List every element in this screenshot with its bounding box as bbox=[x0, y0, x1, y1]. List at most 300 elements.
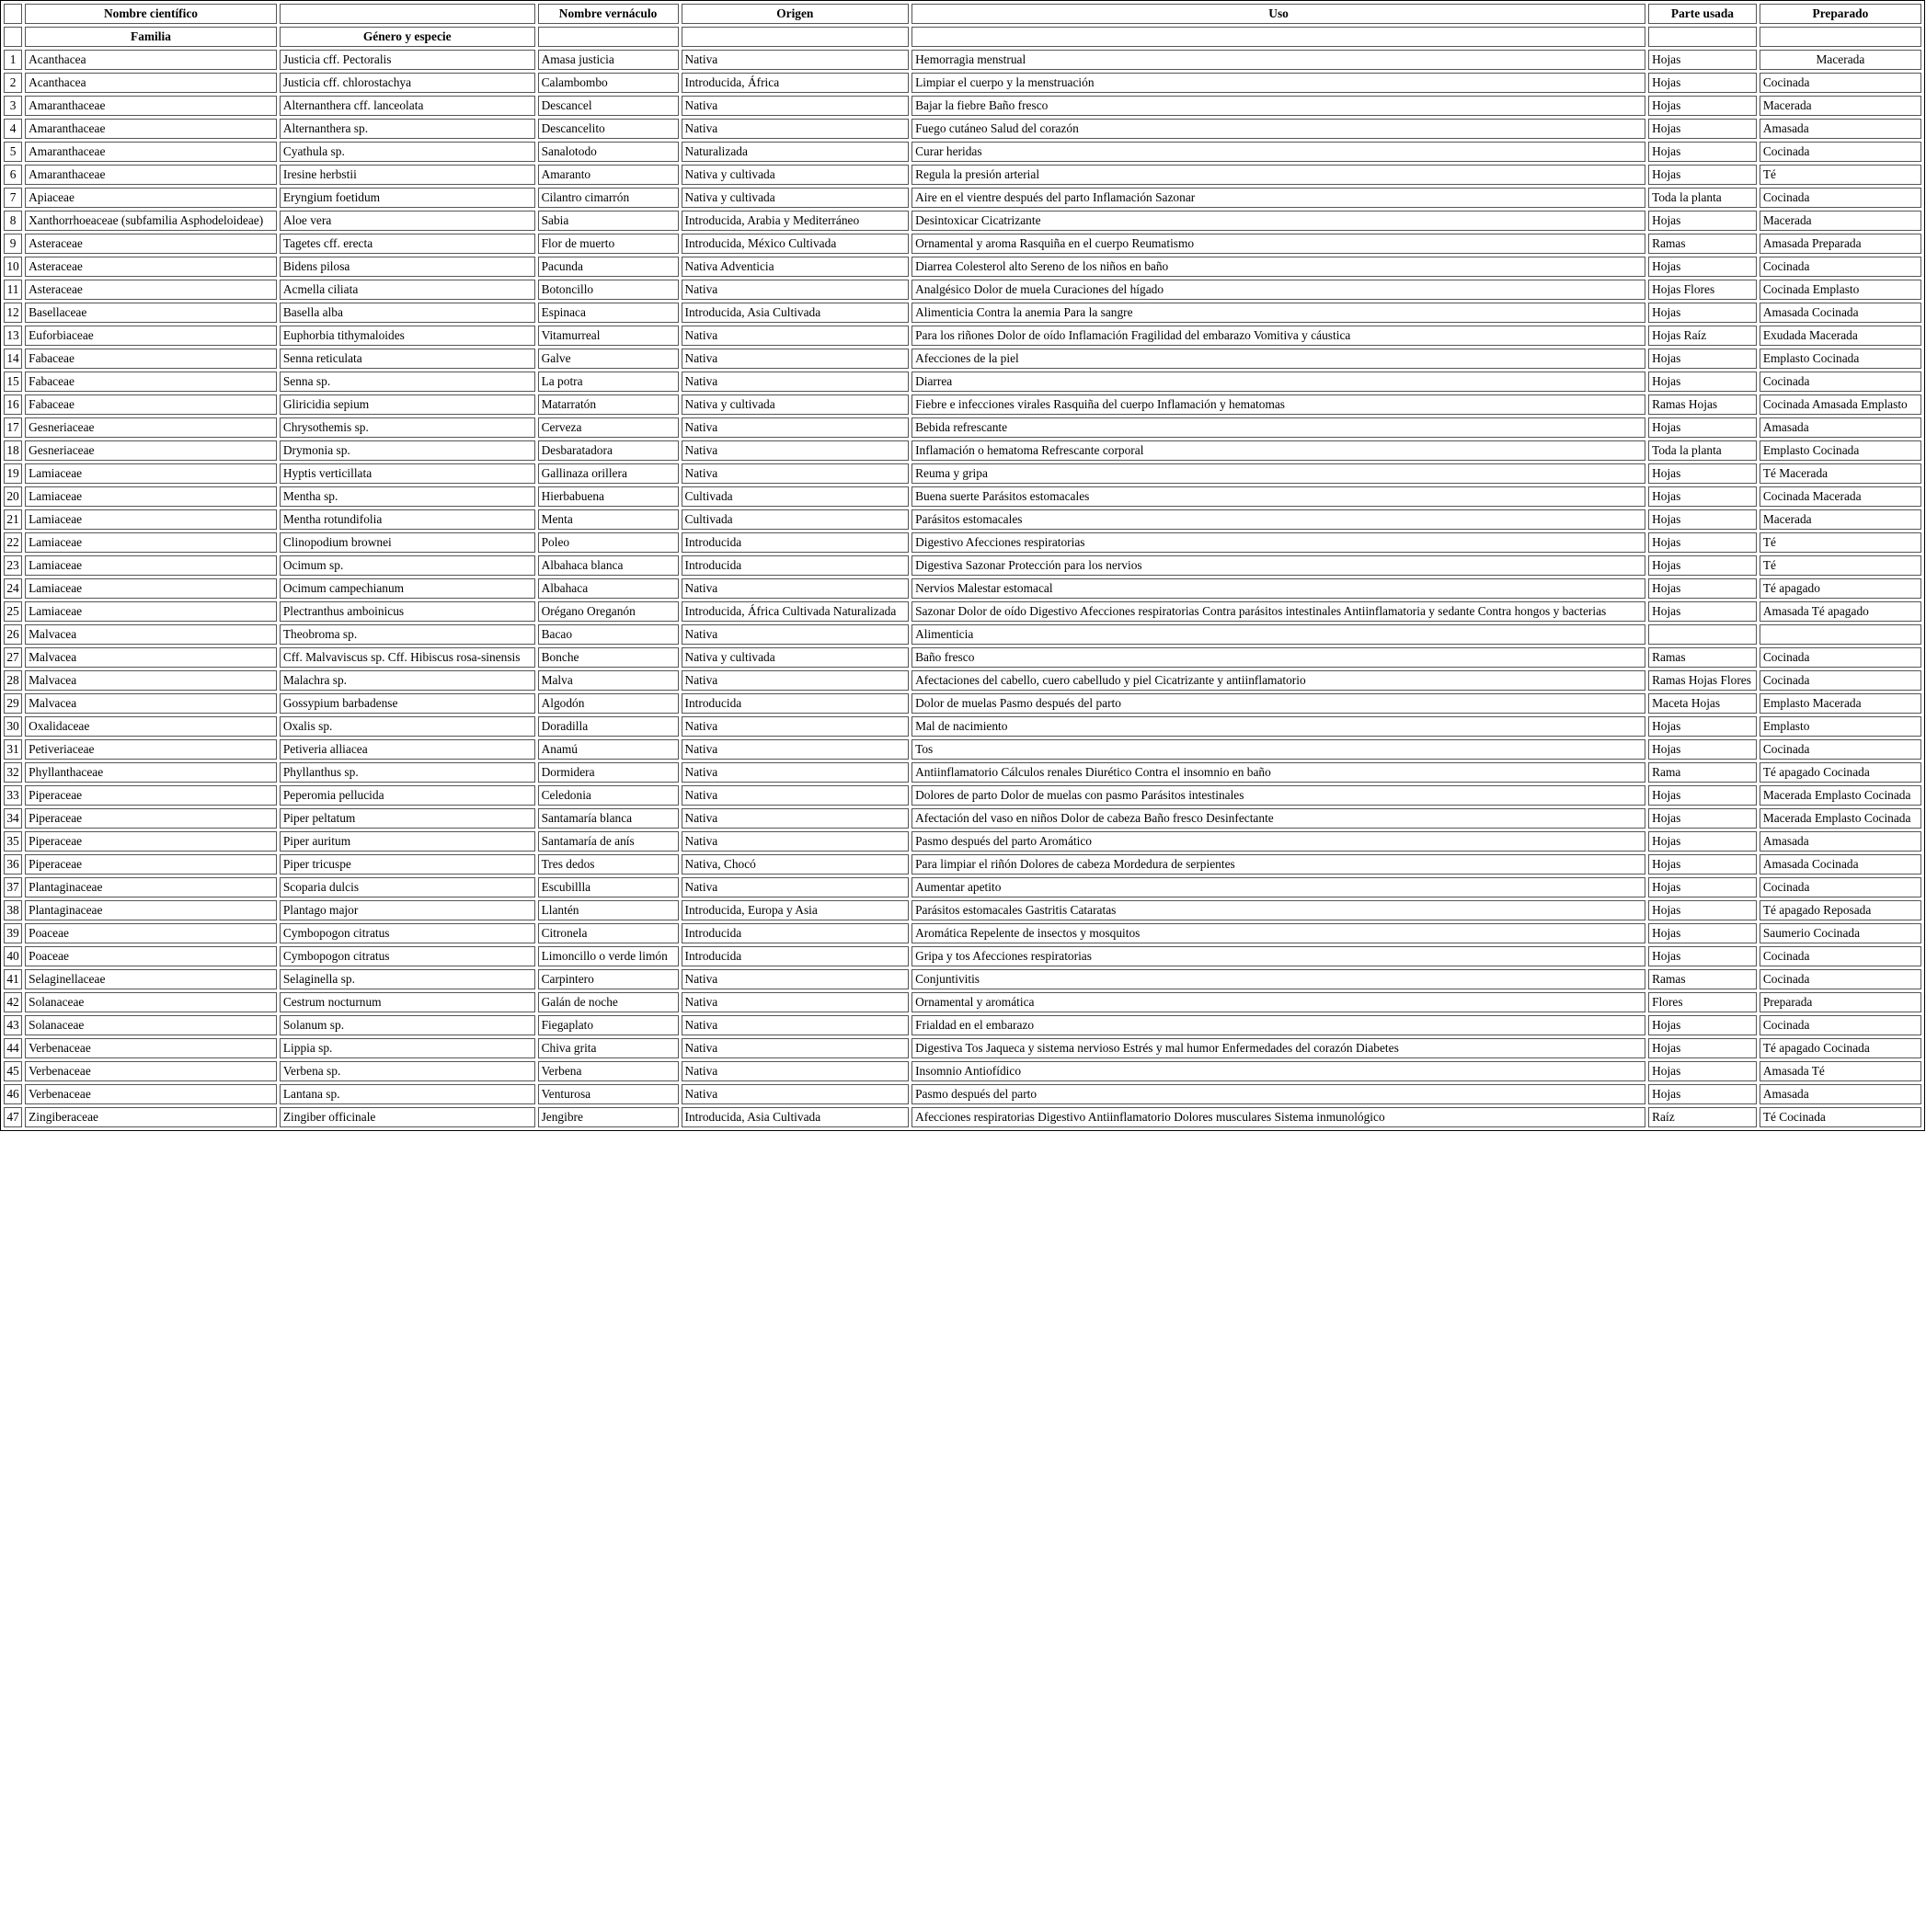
preparation-cell: Té bbox=[1760, 165, 1921, 185]
origin-cell: Nativa bbox=[682, 50, 910, 70]
table-row bbox=[4, 73, 1921, 93]
row-number: 21 bbox=[4, 509, 22, 530]
preparation-cell: Cocinada bbox=[1760, 739, 1921, 760]
use-cell: Conjuntivitis bbox=[911, 969, 1645, 989]
part-used-cell: Hojas bbox=[1648, 785, 1757, 806]
use-cell: Buena suerte Parásitos estomacales bbox=[911, 486, 1645, 507]
genus-species-cell: Cestrum nocturnum bbox=[280, 992, 535, 1012]
header-cell: Nombre vernáculo bbox=[538, 4, 679, 24]
part-used-cell: Hojas bbox=[1648, 923, 1757, 943]
genus-species-cell: Senna sp. bbox=[280, 372, 535, 392]
part-used-cell: Toda la planta bbox=[1648, 440, 1757, 461]
row-number: 19 bbox=[4, 463, 22, 484]
row-number: 9 bbox=[4, 234, 22, 254]
use-cell: Alimenticia Contra la anemia Para la sangre bbox=[911, 303, 1645, 323]
part-used-cell: Hojas bbox=[1648, 601, 1757, 622]
use-cell: Inflamación o hematoma Refrescante corporal bbox=[911, 440, 1645, 461]
table-row bbox=[4, 785, 1921, 806]
header-row-1 bbox=[4, 4, 1921, 24]
use-cell: Pasmo después del parto Aromático bbox=[911, 831, 1645, 852]
use-cell: Afecciones respiratorias Digestivo Antiinflamatorio Dolores musculares Sistema inmunológico bbox=[911, 1107, 1645, 1127]
preparation-cell: Cocinada bbox=[1760, 188, 1921, 208]
genus-species-cell: Cff. Malvaviscus sp. Cff. Hibiscus rosa-sinensis bbox=[280, 647, 535, 668]
header-cell bbox=[911, 27, 1645, 47]
vernacular-name-cell: Flor de muerto bbox=[538, 234, 679, 254]
row-number: 47 bbox=[4, 1107, 22, 1127]
row-number: 42 bbox=[4, 992, 22, 1012]
family-cell: Asteraceae bbox=[25, 280, 277, 300]
preparation-cell: Té apagado bbox=[1760, 578, 1921, 599]
use-cell: Frialdad en el embarazo bbox=[911, 1015, 1645, 1035]
table-row bbox=[4, 946, 1921, 966]
genus-species-cell: Clinopodium brownei bbox=[280, 532, 535, 553]
part-used-cell: Raíz bbox=[1648, 1107, 1757, 1127]
family-cell: Selaginellaceae bbox=[25, 969, 277, 989]
row-number: 8 bbox=[4, 211, 22, 231]
preparation-cell: Macerada bbox=[1760, 96, 1921, 116]
vernacular-name-cell: Descancelito bbox=[538, 119, 679, 139]
header-cell: Preparado bbox=[1760, 4, 1921, 24]
preparation-cell: Emplasto Cocinada bbox=[1760, 349, 1921, 369]
row-number: 3 bbox=[4, 96, 22, 116]
part-used-cell: Toda la planta bbox=[1648, 188, 1757, 208]
row-number: 40 bbox=[4, 946, 22, 966]
table-row bbox=[4, 349, 1921, 369]
use-cell: Para limpiar el riñón Dolores de cabeza Mordedura de serpientes bbox=[911, 854, 1645, 875]
use-cell: Desintoxicar Cicatrizante bbox=[911, 211, 1645, 231]
preparation-cell: Cocinada Macerada bbox=[1760, 486, 1921, 507]
use-cell: Curar heridas bbox=[911, 142, 1645, 162]
vernacular-name-cell: Bacao bbox=[538, 624, 679, 645]
row-number: 27 bbox=[4, 647, 22, 668]
family-cell: Amaranthaceae bbox=[25, 96, 277, 116]
vernacular-name-cell: Menta bbox=[538, 509, 679, 530]
use-cell: Dolor de muelas Pasmo después del parto bbox=[911, 693, 1645, 714]
genus-species-cell: Alternanthera sp. bbox=[280, 119, 535, 139]
origin-cell: Introducida, Europa y Asia bbox=[682, 900, 910, 920]
genus-species-cell: Plectranthus amboinicus bbox=[280, 601, 535, 622]
table-row bbox=[4, 1107, 1921, 1127]
genus-species-cell: Lippia sp. bbox=[280, 1038, 535, 1058]
family-cell: Verbenaceae bbox=[25, 1084, 277, 1104]
part-used-cell: Hojas bbox=[1648, 877, 1757, 897]
preparation-cell: Cocinada bbox=[1760, 670, 1921, 691]
table-row bbox=[4, 923, 1921, 943]
preparation-cell: Macerada Emplasto Cocinada bbox=[1760, 808, 1921, 829]
table-header bbox=[4, 4, 1921, 47]
preparation-cell: Amasada Cocinada bbox=[1760, 303, 1921, 323]
row-number: 38 bbox=[4, 900, 22, 920]
use-cell: Digestiva Tos Jaqueca y sistema nervioso Estrés y mal humor Enfermedades del corazón Diabetes bbox=[911, 1038, 1645, 1058]
use-cell: Aire en el vientre después del parto Inflamación Sazonar bbox=[911, 188, 1645, 208]
preparation-cell: Emplasto bbox=[1760, 716, 1921, 737]
use-cell: Ornamental y aromática bbox=[911, 992, 1645, 1012]
vernacular-name-cell: Cerveza bbox=[538, 417, 679, 438]
preparation-cell: Cocinada bbox=[1760, 946, 1921, 966]
genus-species-cell: Iresine herbstii bbox=[280, 165, 535, 185]
genus-species-cell: Cyathula sp. bbox=[280, 142, 535, 162]
use-cell: Ornamental y aroma Rasquiña en el cuerpo Reumatismo bbox=[911, 234, 1645, 254]
vernacular-name-cell: Galán de noche bbox=[538, 992, 679, 1012]
genus-species-cell: Ocimum sp. bbox=[280, 555, 535, 576]
table-row bbox=[4, 808, 1921, 829]
row-number: 28 bbox=[4, 670, 22, 691]
vernacular-name-cell: Pacunda bbox=[538, 257, 679, 277]
vernacular-name-cell: Calambombo bbox=[538, 73, 679, 93]
origin-cell: Cultivada bbox=[682, 509, 910, 530]
origin-cell: Nativa bbox=[682, 119, 910, 139]
table-row bbox=[4, 969, 1921, 989]
use-cell: Afectaciones del cabello, cuero cabelludo y piel Cicatrizante y antiinflamatorio bbox=[911, 670, 1645, 691]
part-used-cell: Ramas bbox=[1648, 647, 1757, 668]
row-number: 18 bbox=[4, 440, 22, 461]
table-row bbox=[4, 326, 1921, 346]
row-number: 46 bbox=[4, 1084, 22, 1104]
preparation-cell: Exudada Macerada bbox=[1760, 326, 1921, 346]
origin-cell: Nativa bbox=[682, 808, 910, 829]
part-used-cell: Hojas bbox=[1648, 555, 1757, 576]
header-cell: Parte usada bbox=[1648, 4, 1757, 24]
header-cell bbox=[280, 4, 535, 24]
genus-species-cell: Phyllanthus sp. bbox=[280, 762, 535, 783]
part-used-cell: Maceta Hojas bbox=[1648, 693, 1757, 714]
table-row bbox=[4, 280, 1921, 300]
table-row bbox=[4, 119, 1921, 139]
origin-cell: Nativa bbox=[682, 280, 910, 300]
vernacular-name-cell: Sanalotodo bbox=[538, 142, 679, 162]
genus-species-cell: Oxalis sp. bbox=[280, 716, 535, 737]
row-number: 5 bbox=[4, 142, 22, 162]
table-row bbox=[4, 900, 1921, 920]
table-body bbox=[4, 50, 1921, 1127]
vernacular-name-cell: Matarratón bbox=[538, 394, 679, 415]
table-row bbox=[4, 165, 1921, 185]
part-used-cell: Hojas bbox=[1648, 1084, 1757, 1104]
table-row bbox=[4, 762, 1921, 783]
origin-cell: Nativa bbox=[682, 716, 910, 737]
origin-cell: Nativa y cultivada bbox=[682, 165, 910, 185]
family-cell: Euforbiaceae bbox=[25, 326, 277, 346]
family-cell: Lamiaceae bbox=[25, 532, 277, 553]
origin-cell: Introducida bbox=[682, 532, 910, 553]
family-cell: Petiveriaceae bbox=[25, 739, 277, 760]
preparation-cell: Té bbox=[1760, 532, 1921, 553]
table-row bbox=[4, 624, 1921, 645]
preparation-cell: Macerada bbox=[1760, 50, 1921, 70]
use-cell: Sazonar Dolor de oído Digestivo Afecciones respiratorias Contra parásitos intestinales Antiinflamatoria y sedante Contra hongos y bacterias bbox=[911, 601, 1645, 622]
row-number: 43 bbox=[4, 1015, 22, 1035]
part-used-cell: Hojas bbox=[1648, 831, 1757, 852]
part-used-cell: Hojas bbox=[1648, 119, 1757, 139]
row-number: 10 bbox=[4, 257, 22, 277]
vernacular-name-cell: Doradilla bbox=[538, 716, 679, 737]
part-used-cell: Rama bbox=[1648, 762, 1757, 783]
family-cell: Lamiaceae bbox=[25, 555, 277, 576]
use-cell: Parásitos estomacales bbox=[911, 509, 1645, 530]
preparation-cell: Macerada bbox=[1760, 509, 1921, 530]
use-cell: Digestivo Afecciones respiratorias bbox=[911, 532, 1645, 553]
vernacular-name-cell: Llantén bbox=[538, 900, 679, 920]
genus-species-cell: Peperomia pellucida bbox=[280, 785, 535, 806]
use-cell: Dolores de parto Dolor de muelas con pasmo Parásitos intestinales bbox=[911, 785, 1645, 806]
family-cell: Malvacea bbox=[25, 624, 277, 645]
genus-species-cell: Mentha rotundifolia bbox=[280, 509, 535, 530]
origin-cell: Nativa bbox=[682, 1061, 910, 1081]
origin-cell: Naturalizada bbox=[682, 142, 910, 162]
part-used-cell: Hojas bbox=[1648, 739, 1757, 760]
genus-species-cell: Tagetes cff. erecta bbox=[280, 234, 535, 254]
family-cell: Lamiaceae bbox=[25, 578, 277, 599]
preparation-cell: Cocinada bbox=[1760, 1015, 1921, 1035]
genus-species-cell: Senna reticulata bbox=[280, 349, 535, 369]
part-used-cell: Hojas bbox=[1648, 532, 1757, 553]
origin-cell: Nativa bbox=[682, 349, 910, 369]
vernacular-name-cell: Gallinaza orillera bbox=[538, 463, 679, 484]
origin-cell: Nativa bbox=[682, 969, 910, 989]
preparation-cell: Cocinada bbox=[1760, 372, 1921, 392]
vernacular-name-cell: Fiegaplato bbox=[538, 1015, 679, 1035]
use-cell: Insomnio Antiofídico bbox=[911, 1061, 1645, 1081]
row-number: 7 bbox=[4, 188, 22, 208]
family-cell: Malvacea bbox=[25, 693, 277, 714]
genus-species-cell: Eryngium foetidum bbox=[280, 188, 535, 208]
family-cell: Poaceae bbox=[25, 923, 277, 943]
genus-species-cell: Justicia cff. Pectoralis bbox=[280, 50, 535, 70]
family-cell: Piperaceae bbox=[25, 854, 277, 875]
vernacular-name-cell: Albahaca bbox=[538, 578, 679, 599]
family-cell: Poaceae bbox=[25, 946, 277, 966]
table-row bbox=[4, 1084, 1921, 1104]
origin-cell: Nativa y cultivada bbox=[682, 647, 910, 668]
vernacular-name-cell: Escubillla bbox=[538, 877, 679, 897]
family-cell: Zingiberaceae bbox=[25, 1107, 277, 1127]
preparation-cell: Cocinada bbox=[1760, 647, 1921, 668]
genus-species-cell: Alternanthera cff. lanceolata bbox=[280, 96, 535, 116]
genus-species-cell: Plantago major bbox=[280, 900, 535, 920]
family-cell: Verbenaceae bbox=[25, 1038, 277, 1058]
part-used-cell: Hojas bbox=[1648, 1015, 1757, 1035]
part-used-cell: Hojas bbox=[1648, 808, 1757, 829]
preparation-cell: Té Cocinada bbox=[1760, 1107, 1921, 1127]
genus-species-cell: Cymbopogon citratus bbox=[280, 946, 535, 966]
table-row bbox=[4, 394, 1921, 415]
preparation-cell: Cocinada bbox=[1760, 877, 1921, 897]
table-row bbox=[4, 211, 1921, 231]
use-cell: Aromática Repelente de insectos y mosquitos bbox=[911, 923, 1645, 943]
vernacular-name-cell: Orégano Oreganón bbox=[538, 601, 679, 622]
use-cell: Fiebre e infecciones virales Rasquiña del cuerpo Inflamación y hematomas bbox=[911, 394, 1645, 415]
table-row bbox=[4, 188, 1921, 208]
family-cell: Gesneriaceae bbox=[25, 440, 277, 461]
preparation-cell: Cocinada bbox=[1760, 969, 1921, 989]
vernacular-name-cell: Galve bbox=[538, 349, 679, 369]
table-row bbox=[4, 96, 1921, 116]
origin-cell: Nativa bbox=[682, 96, 910, 116]
preparation-cell: Té apagado Reposada bbox=[1760, 900, 1921, 920]
part-used-cell: Hojas bbox=[1648, 50, 1757, 70]
table-row bbox=[4, 601, 1921, 622]
family-cell: Fabaceae bbox=[25, 394, 277, 415]
origin-cell: Introducida bbox=[682, 693, 910, 714]
header-cell: Origen bbox=[682, 4, 910, 24]
family-cell: Malvacea bbox=[25, 647, 277, 668]
use-cell: Diarrea bbox=[911, 372, 1645, 392]
header-cell bbox=[1648, 27, 1757, 47]
preparation-cell: Té apagado Cocinada bbox=[1760, 1038, 1921, 1058]
genus-species-cell: Scoparia dulcis bbox=[280, 877, 535, 897]
vernacular-name-cell: Hierbabuena bbox=[538, 486, 679, 507]
row-number: 36 bbox=[4, 854, 22, 875]
part-used-cell: Hojas bbox=[1648, 349, 1757, 369]
preparation-cell: Macerada bbox=[1760, 211, 1921, 231]
genus-species-cell: Gliricidia sepium bbox=[280, 394, 535, 415]
vernacular-name-cell: Bonche bbox=[538, 647, 679, 668]
family-cell: Piperaceae bbox=[25, 831, 277, 852]
family-cell: Lamiaceae bbox=[25, 601, 277, 622]
genus-species-cell: Aloe vera bbox=[280, 211, 535, 231]
family-cell: Asteraceae bbox=[25, 234, 277, 254]
family-cell: Plantaginaceae bbox=[25, 900, 277, 920]
preparation-cell: Amasada bbox=[1760, 831, 1921, 852]
genus-species-cell: Verbena sp. bbox=[280, 1061, 535, 1081]
preparation-cell: Amasada Té bbox=[1760, 1061, 1921, 1081]
table-row bbox=[4, 257, 1921, 277]
part-used-cell: Hojas bbox=[1648, 578, 1757, 599]
genus-species-cell: Bidens pilosa bbox=[280, 257, 535, 277]
row-number: 41 bbox=[4, 969, 22, 989]
origin-cell: Introducida bbox=[682, 923, 910, 943]
part-used-cell: Hojas bbox=[1648, 854, 1757, 875]
row-number: 30 bbox=[4, 716, 22, 737]
row-number: 29 bbox=[4, 693, 22, 714]
family-cell: Amaranthaceae bbox=[25, 165, 277, 185]
genus-species-cell: Selaginella sp. bbox=[280, 969, 535, 989]
table-row bbox=[4, 854, 1921, 875]
genus-species-cell: Hyptis verticillata bbox=[280, 463, 535, 484]
header-cell: Nombre científico bbox=[25, 4, 277, 24]
genus-species-cell: Mentha sp. bbox=[280, 486, 535, 507]
preparation-cell: Saumerio Cocinada bbox=[1760, 923, 1921, 943]
vernacular-name-cell: Venturosa bbox=[538, 1084, 679, 1104]
table-row bbox=[4, 486, 1921, 507]
vernacular-name-cell: Descancel bbox=[538, 96, 679, 116]
vernacular-name-cell: Algodón bbox=[538, 693, 679, 714]
use-cell: Diarrea Colesterol alto Sereno de los niños en baño bbox=[911, 257, 1645, 277]
row-number: 22 bbox=[4, 532, 22, 553]
table-row bbox=[4, 532, 1921, 553]
preparation-cell: Amasada bbox=[1760, 1084, 1921, 1104]
family-cell: Asteraceae bbox=[25, 257, 277, 277]
origin-cell: Introducida, Asia Cultivada bbox=[682, 1107, 910, 1127]
preparation-cell: Té bbox=[1760, 555, 1921, 576]
row-number: 12 bbox=[4, 303, 22, 323]
preparation-cell: Amasada Preparada bbox=[1760, 234, 1921, 254]
use-cell: Bajar la fiebre Baño fresco bbox=[911, 96, 1645, 116]
row-number: 31 bbox=[4, 739, 22, 760]
table-row bbox=[4, 1015, 1921, 1035]
preparation-cell: Cocinada bbox=[1760, 257, 1921, 277]
preparation-cell: Amasada Cocinada bbox=[1760, 854, 1921, 875]
origin-cell: Nativa bbox=[682, 1038, 910, 1058]
use-cell: Fuego cutáneo Salud del corazón bbox=[911, 119, 1645, 139]
family-cell: Fabaceae bbox=[25, 372, 277, 392]
genus-species-cell: Chrysothemis sp. bbox=[280, 417, 535, 438]
part-used-cell: Hojas bbox=[1648, 165, 1757, 185]
row-number: 23 bbox=[4, 555, 22, 576]
family-cell: Xanthorrhoeaceae (subfamilia Asphodeloideae) bbox=[25, 211, 277, 231]
row-number: 15 bbox=[4, 372, 22, 392]
genus-species-cell: Lantana sp. bbox=[280, 1084, 535, 1104]
header-cell bbox=[4, 4, 22, 24]
table-row bbox=[4, 578, 1921, 599]
family-cell: Acanthacea bbox=[25, 50, 277, 70]
row-number: 24 bbox=[4, 578, 22, 599]
origin-cell: Nativa bbox=[682, 1084, 910, 1104]
vernacular-name-cell: Carpintero bbox=[538, 969, 679, 989]
table-row bbox=[4, 417, 1921, 438]
genus-species-cell: Piper peltatum bbox=[280, 808, 535, 829]
genus-species-cell: Zingiber officinale bbox=[280, 1107, 535, 1127]
part-used-cell: Ramas bbox=[1648, 969, 1757, 989]
vernacular-name-cell: Santamaría blanca bbox=[538, 808, 679, 829]
table-row bbox=[4, 716, 1921, 737]
vernacular-name-cell: Desbaratadora bbox=[538, 440, 679, 461]
genus-species-cell: Petiveria alliacea bbox=[280, 739, 535, 760]
row-number: 11 bbox=[4, 280, 22, 300]
table-row bbox=[4, 234, 1921, 254]
preparation-cell: Cocinada Amasada Emplasto bbox=[1760, 394, 1921, 415]
genus-species-cell: Drymonia sp. bbox=[280, 440, 535, 461]
row-number: 20 bbox=[4, 486, 22, 507]
vernacular-name-cell: Santamaría de anís bbox=[538, 831, 679, 852]
family-cell: Gesneriaceae bbox=[25, 417, 277, 438]
part-used-cell: Ramas bbox=[1648, 234, 1757, 254]
table-row bbox=[4, 463, 1921, 484]
family-cell: Malvacea bbox=[25, 670, 277, 691]
family-cell: Verbenaceae bbox=[25, 1061, 277, 1081]
vernacular-name-cell: Celedonia bbox=[538, 785, 679, 806]
part-used-cell: Hojas Raíz bbox=[1648, 326, 1757, 346]
part-used-cell: Hojas bbox=[1648, 211, 1757, 231]
origin-cell: Introducida, México Cultivada bbox=[682, 234, 910, 254]
vernacular-name-cell: Botoncillo bbox=[538, 280, 679, 300]
vernacular-name-cell: Amasa justicia bbox=[538, 50, 679, 70]
use-cell: Afectación del vaso en niños Dolor de cabeza Baño fresco Desinfectante bbox=[911, 808, 1645, 829]
use-cell: Tos bbox=[911, 739, 1645, 760]
use-cell: Para los riñones Dolor de oído Inflamación Fragilidad del embarazo Vomitiva y cáustica bbox=[911, 326, 1645, 346]
preparation-cell: Amasada Té apagado bbox=[1760, 601, 1921, 622]
use-cell: Afecciones de la piel bbox=[911, 349, 1645, 369]
use-cell: Parásitos estomacales Gastritis Cataratas bbox=[911, 900, 1645, 920]
row-number: 25 bbox=[4, 601, 22, 622]
row-number: 44 bbox=[4, 1038, 22, 1058]
table-row bbox=[4, 992, 1921, 1012]
genus-species-cell: Ocimum campechianum bbox=[280, 578, 535, 599]
use-cell: Limpiar el cuerpo y la menstruación bbox=[911, 73, 1645, 93]
part-used-cell: Hojas bbox=[1648, 96, 1757, 116]
table-row bbox=[4, 50, 1921, 70]
table-row bbox=[4, 509, 1921, 530]
genus-species-cell: Euphorbia tithymaloides bbox=[280, 326, 535, 346]
origin-cell: Nativa bbox=[682, 739, 910, 760]
vernacular-name-cell: Cilantro cimarrón bbox=[538, 188, 679, 208]
origin-cell: Nativa bbox=[682, 670, 910, 691]
part-used-cell: Hojas bbox=[1648, 1038, 1757, 1058]
vernacular-name-cell: Chiva grita bbox=[538, 1038, 679, 1058]
vernacular-name-cell: Anamú bbox=[538, 739, 679, 760]
family-cell: Fabaceae bbox=[25, 349, 277, 369]
header-cell: Uso bbox=[911, 4, 1645, 24]
